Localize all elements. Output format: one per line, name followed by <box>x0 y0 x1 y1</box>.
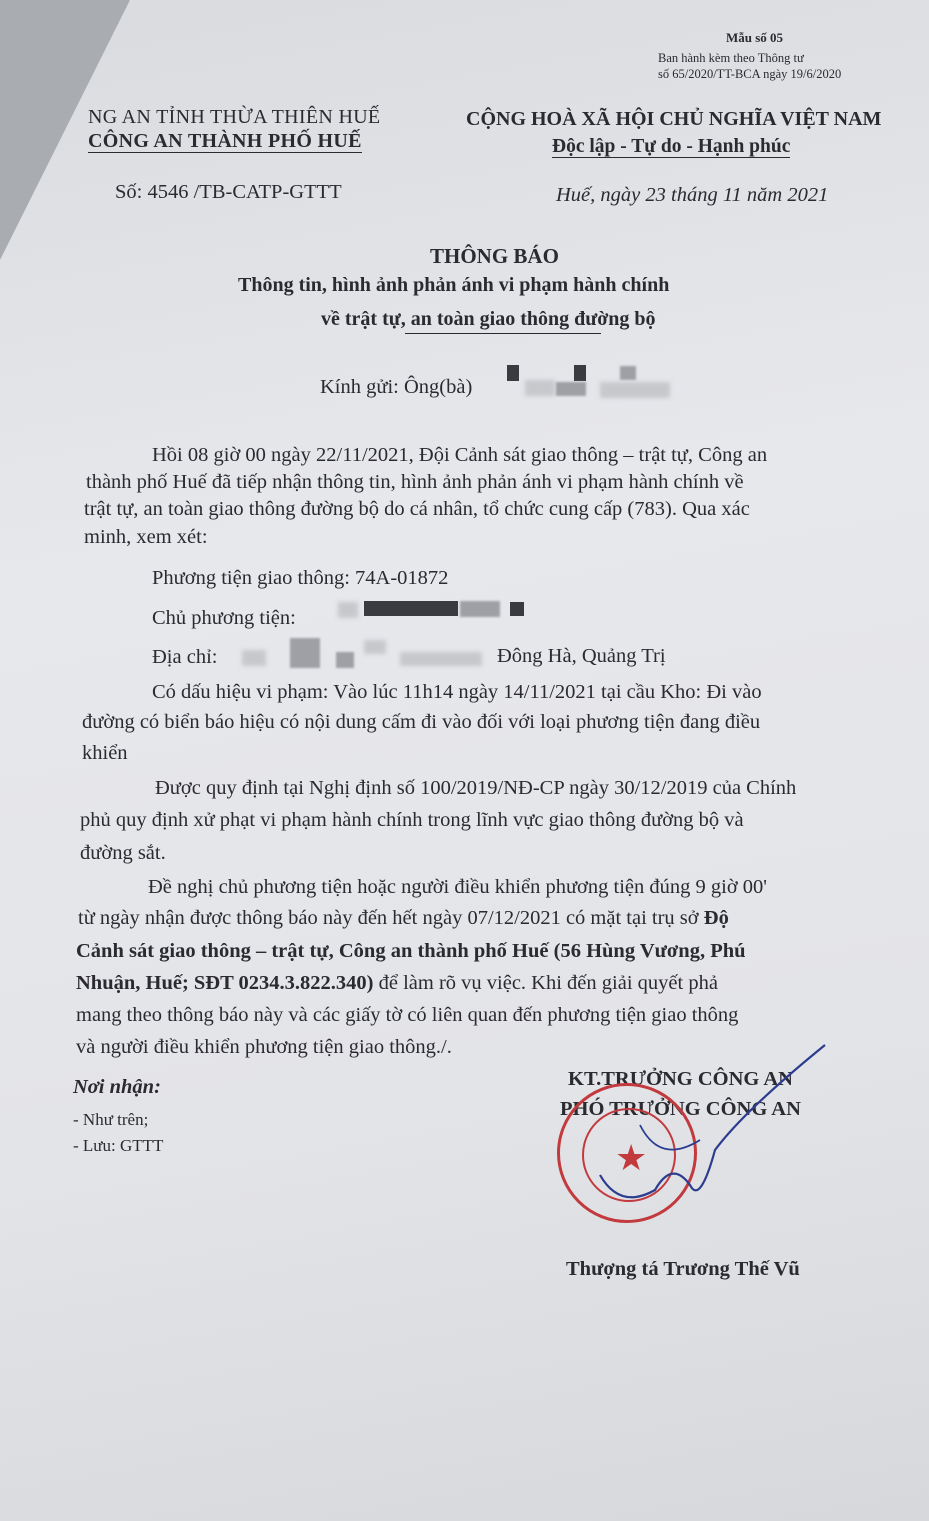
agency-name: CÔNG AN THÀNH PHỐ HUẾ <box>88 130 362 152</box>
regulation-line2: phủ quy định xử phạt vi phạm hành chính trong lĩnh vực giao thông đường bộ và <box>80 809 744 831</box>
paragraph-1-line2: thành phố Huế đã tiếp nhận thông tin, hình ảnh phản ánh vi phạm hành chính về <box>86 471 744 493</box>
form-reference-line2: số 65/2020/TT-BCA ngày 19/6/2020 <box>658 67 842 81</box>
recipient-item-2: - Lưu: GTTT <box>73 1136 164 1155</box>
recipient-item-1: - Như trên; <box>73 1110 149 1129</box>
request-line4: Nhuận, Huế; SĐT 0234.3.822.340) để làm rõ vụ việc. Khi đến giải quyết phả <box>76 972 718 994</box>
violation-line3: khiển <box>82 742 128 764</box>
paragraph-1-line3: trật tự, an toàn giao thông đường bộ do cá nhân, tổ chức cung cấp (783). Qua xác <box>84 498 750 520</box>
vehicle-plate: Phương tiện giao thông: 74A-01872 <box>152 567 449 589</box>
nation-name: CỘNG HOÀ XÃ HỘI CHỦ NGHĨA VIỆT NAM <box>466 108 882 130</box>
signer-name: Thượng tá Trương Thế Vũ <box>566 1258 800 1280</box>
paragraph-1-line1: Hồi 08 giờ 00 ngày 22/11/2021, Đội Cảnh sát giao thông – trật tự, Công an <box>152 444 768 466</box>
paragraph-1-line4: minh, xem xét: <box>84 526 208 548</box>
violation-line1: Có dấu hiệu vi phạm: Vào lúc 11h14 ngày 14/11/2021 tại cầu Kho: Đi vào <box>152 681 762 703</box>
request-line2: từ ngày nhận được thông báo này đến hết ngày 07/12/2021 có mặt tại trụ sở Độ <box>78 907 729 929</box>
signature-title-1: KT.TRƯỞNG CÔNG AN <box>568 1068 793 1090</box>
document-title: THÔNG BÁO <box>430 244 559 268</box>
place-date: Huế, ngày 23 tháng 11 năm 2021 <box>556 184 829 206</box>
address-label: Địa chỉ: <box>152 646 218 668</box>
national-motto: Độc lập - Tự do - Hạnh phúc <box>552 136 791 157</box>
request-line6: và người điều khiển phương tiện giao thông./. <box>76 1036 452 1058</box>
document-subtitle-line1: Thông tin, hình ảnh phản ánh vi phạm hành chính <box>238 274 670 296</box>
agency-parent: NG AN TỈNH THỪA THIÊN HUẾ <box>88 106 381 128</box>
document-number: Số: 4546 /TB-CATP-GTTT <box>115 181 342 203</box>
address-city: Đông Hà, Quảng Trị <box>497 645 666 667</box>
regulation-line1: Được quy định tại Nghị định số 100/2019/NĐ-CP ngày 30/12/2019 của Chính <box>155 777 797 799</box>
violation-line2: đường có biển báo hiệu có nội dung cấm đi vào đối với loại phương tiện đang điều <box>82 711 761 733</box>
form-reference-line1: Ban hành kèm theo Thông tư <box>658 51 804 65</box>
request-line3: Cảnh sát giao thông – trật tự, Công an thành phố Huế (56 Hùng Vương, Phú <box>76 940 746 962</box>
regulation-line3: đường sắt. <box>80 842 166 864</box>
signature-title-2: PHÓ TRƯỞNG CÔNG AN <box>560 1098 801 1120</box>
vehicle-owner-label: Chủ phương tiện: <box>152 607 296 629</box>
form-number: Mẫu số 05 <box>726 30 784 45</box>
recipients-label: Nơi nhận: <box>73 1076 161 1098</box>
request-line1: Đề nghị chủ phương tiện hoặc người điều khiển phương tiện đúng 9 giờ 00' <box>148 876 767 898</box>
document-subtitle-line2: về trật tự, an toàn giao thông đường bộ <box>321 308 656 330</box>
stamp-star-icon: ★ <box>615 1138 648 1179</box>
recipient-line: Kính gửi: Ông(bà) <box>320 376 473 398</box>
request-line5: mang theo thông báo này và các giấy tờ có liên quan đến phương tiện giao thông <box>76 1004 739 1026</box>
